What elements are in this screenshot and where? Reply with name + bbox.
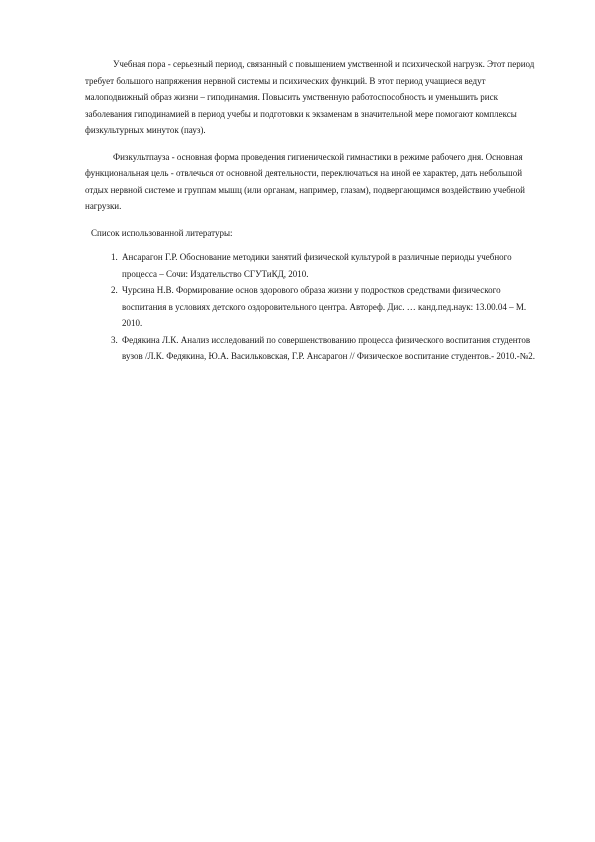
paragraph-fitness-pause: Физкультпауза - основная форма проведения гигиенической гимнастики в режиме рабочего дня. Основная функциональная цель - отвлечься от основной деятельности, переключаться на иной ее характер, дать небольшой отдых нервной системе и группам мышц (или органам, например, глазам), подвергающимся воздействию учебной нагрузки. — [85, 151, 525, 211]
reference-item: 1. Ансарагон Г.Р. Обоснование методики занятий физической культурой в различные периоды учебного процесса – Сочи: Издательство СГУТиКД, 2010. — [120, 249, 540, 282]
reference-item: 2. Чурсина Н.В. Формирование основ здорового образа жизни у подростков средствами физического воспитания в условиях детского оздоровительного центра. Автореф. Дис. … канд.пед.наук: 13.00.04 – М. 2010. — [120, 282, 540, 332]
references-title: Список использованной литературы: — [91, 227, 233, 238]
paragraph-study-period: Учебная пора - серьезный период, связанный с повышением умственной и психической нагрузк. Этот период требует большого напряжения нервной системы и психических функций. В этот период учащиеся ведут малоподвижный образ жизни – гиподинамия. Повысить умственную работоспособность и уменьшить риск заболевания гиподинамией в период учебы и подготовки к экзаменам в значительной мере помогают комплексы физкультурных минуток (пауз). — [85, 59, 535, 135]
references-list — [85, 249, 540, 365]
document-page — [85, 56, 540, 365]
reference-item: 3. Федякина Л.К. Анализ исследований по совершенствованию процесса физического воспитания студентов вузов /Л.К. Федякина, Ю.А. Васильковская, Г.Р. Ансарагон // Физическое воспитание студентов.- 2010.-№2. — [120, 332, 540, 365]
